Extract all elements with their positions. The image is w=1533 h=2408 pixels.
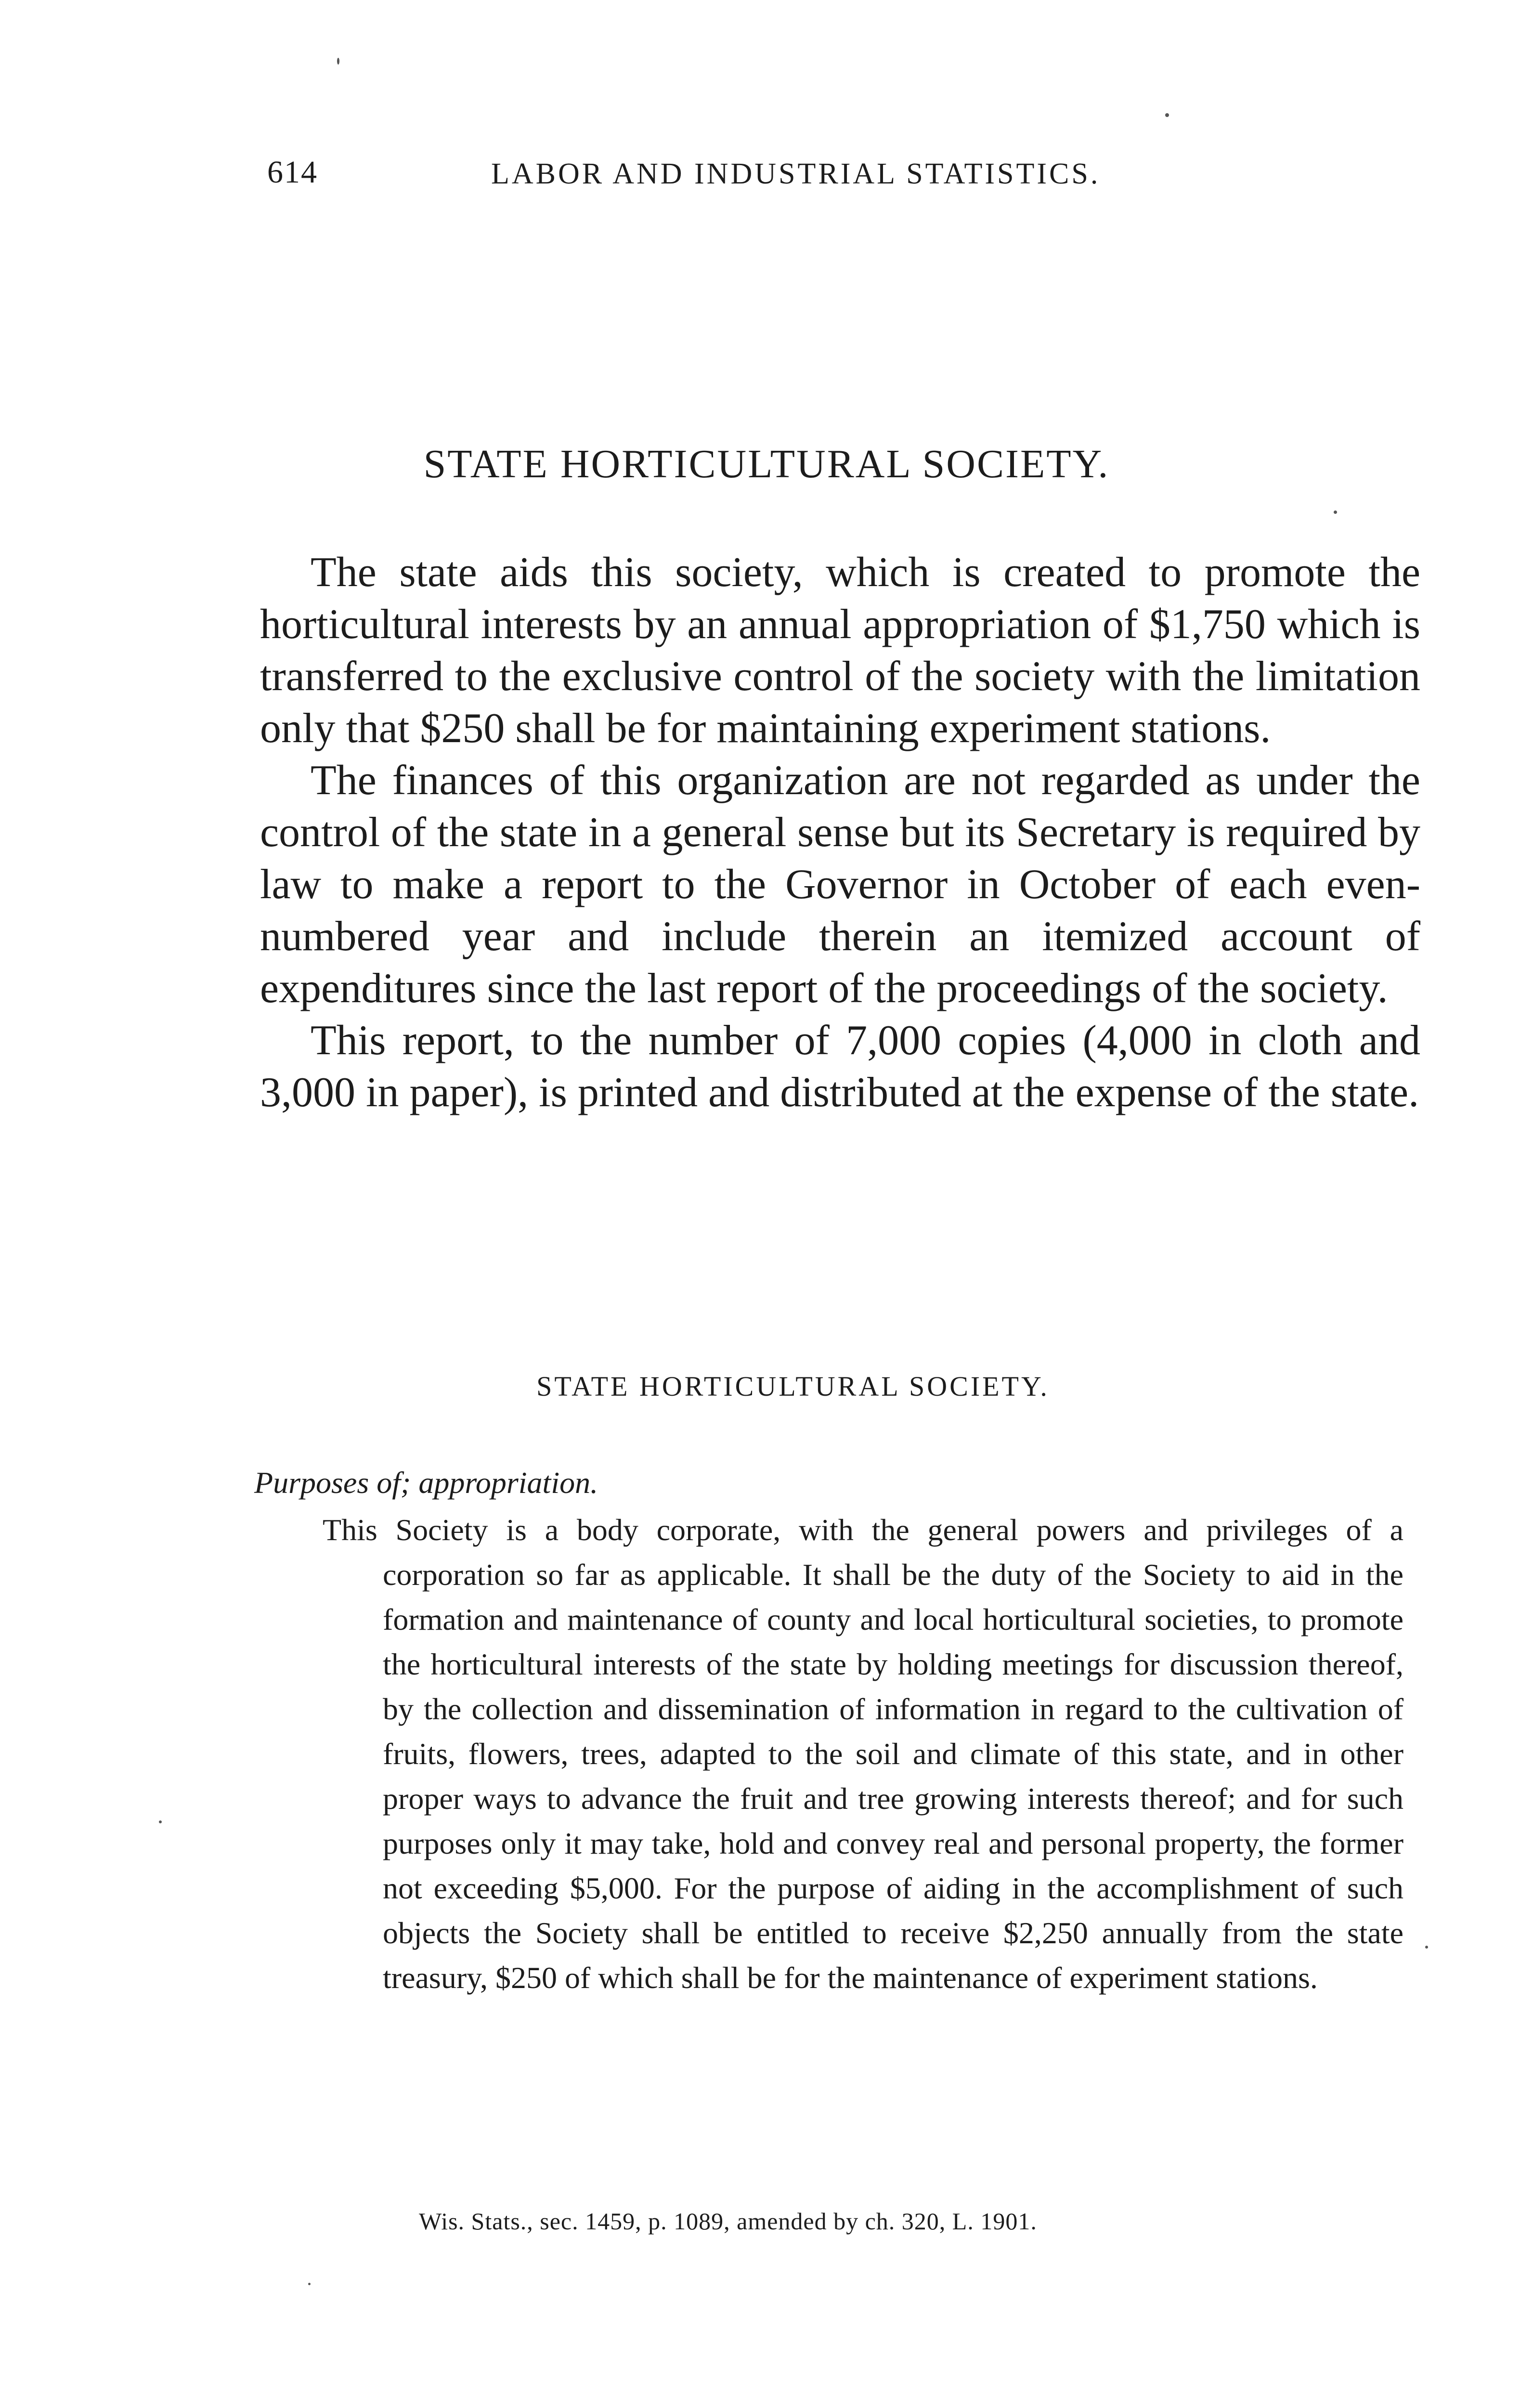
scan-speck	[1165, 113, 1169, 117]
scan-speck	[308, 2283, 311, 2285]
scan-speck	[159, 1820, 162, 1823]
scan-speck	[1425, 1946, 1428, 1949]
section-title: STATE HORTICULTURAL SOCIETY.	[423, 442, 1110, 486]
scan-speck	[337, 58, 339, 65]
statute-citation: Wis. Stats., sec. 1459, p. 1089, amended by ch. 320, L. 1901.	[419, 2208, 1037, 2235]
intro-paragraph: The state aids this society, which is created to promote the horticultural interests by an annual appropriation of $1,750 which is transferred to the exclusive control of the society with the limitation only that $250 shall be for maintaining experiment stations.	[260, 549, 1420, 752]
scan-speck	[1334, 510, 1337, 514]
intro-text	[260, 547, 1420, 1119]
statute-body: This Society is a body corporate, with the general powers and privileges of a corporation so far as applicable. It shall be the duty of the Society to aid in the formation and maintenance of county and local horticultural societies, to promote the horticultural interests of the state by holding meetings for discussion thereof, by the collection and dissemination of information in regard to the cultivation of fruits, flowers, trees, adapted to the soil and climate of this state, and in other proper ways to advance the fruit and tree growing interests thereof; and for such purposes only it may take, hold and convey real and personal property, the former not exceeding $5,000. For the purpose of aiding in the accomplishment of such objects the Society shall be entitled to receive $2,250 annually from the state treasury, $250 of which shall be for the maintenance of experiment stations.	[323, 1513, 1403, 1995]
intro-paragraph: The finances of this organization are not regarded as under the control of the state in a general sense but its Secretary is required by law to make a report to the Governor in October of each even-numbered year and include therein an itemized account of expenditures since the last report of the proceedings of the society.	[260, 757, 1420, 1012]
statute-title: STATE HORTICULTURAL SOCIETY.	[536, 1371, 1050, 1402]
page-number: 614	[267, 155, 318, 190]
running-title: LABOR AND INDUSTRIAL STATISTICS.	[491, 157, 1101, 190]
intro-paragraph: This report, to the number of 7,000 copies (4,000 in cloth and 3,000 in paper), is printed and distributed at the expense of the state.	[260, 1017, 1420, 1116]
statute-subheading: Purposes of; appropriation.	[254, 1466, 598, 1500]
